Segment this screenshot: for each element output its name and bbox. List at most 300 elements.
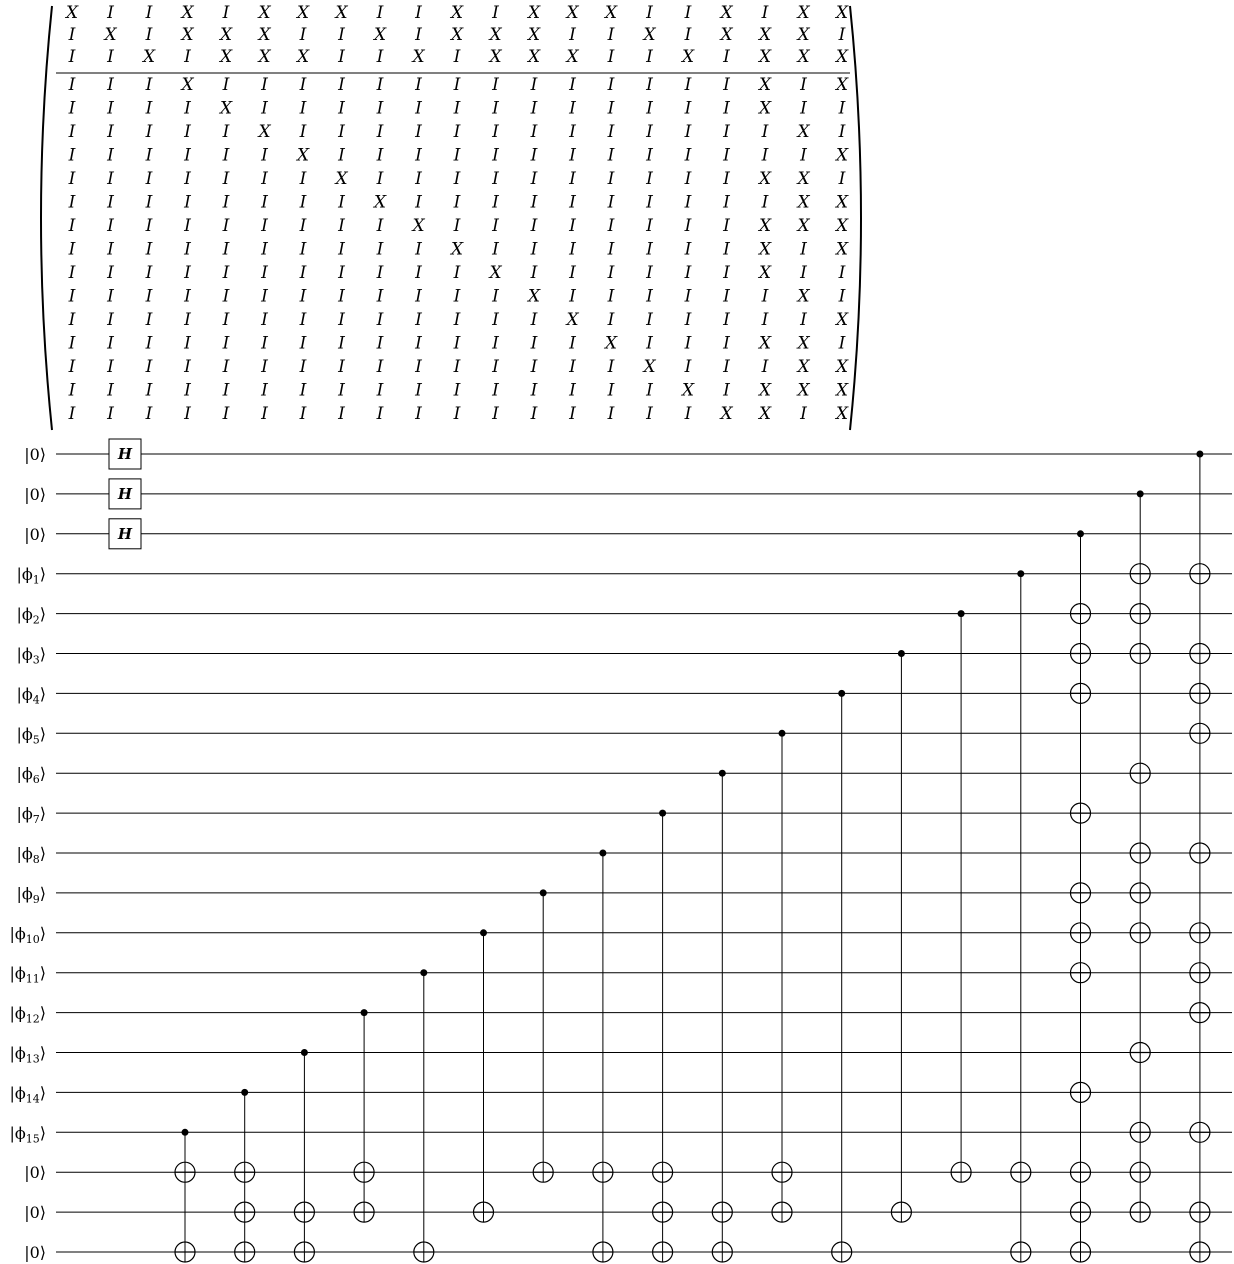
- matrix-cell: I: [646, 192, 653, 213]
- matrix-cell: I: [530, 380, 538, 401]
- matrix-cell: I: [453, 286, 461, 307]
- matrix-cell: I: [838, 286, 846, 307]
- matrix-cell: I: [838, 25, 846, 45]
- matrix-cell: I: [299, 357, 307, 377]
- matrix-cell: I: [261, 192, 268, 213]
- matrix-cell: X: [219, 25, 233, 45]
- matrix-cell: I: [492, 310, 499, 330]
- matrix-cell: X: [720, 3, 733, 23]
- matrix-cell: X: [219, 47, 233, 67]
- matrix-cell: I: [723, 145, 730, 166]
- matrix-cell: I: [107, 192, 114, 213]
- matrix-cell: X: [758, 263, 772, 283]
- matrix-cell: X: [797, 3, 810, 23]
- matrix-cell: I: [607, 47, 615, 67]
- matrix-cell: I: [684, 357, 692, 377]
- matrix-cell: X: [181, 3, 194, 23]
- matrix-cell: I: [338, 47, 345, 67]
- matrix-cell: I: [261, 286, 268, 307]
- wire-label-main: |0⟩: [24, 1243, 46, 1262]
- matrix-cell: I: [222, 3, 230, 23]
- matrix-cell: X: [797, 216, 810, 236]
- matrix-cell: X: [258, 47, 271, 67]
- matrix-cell: I: [222, 357, 230, 377]
- matrix-cell: I: [338, 239, 345, 260]
- matrix-cell: I: [530, 310, 538, 330]
- matrix-cell: X: [835, 380, 849, 401]
- matrix-cell: I: [145, 98, 153, 119]
- matrix-cell: X: [797, 286, 810, 307]
- matrix-cell: I: [376, 75, 384, 95]
- matrix-cell: I: [184, 98, 191, 119]
- matrix-cell: I: [800, 263, 807, 283]
- matrix-cell: I: [492, 239, 499, 260]
- matrix-cell: I: [107, 75, 114, 95]
- matrix-cell: I: [338, 25, 345, 45]
- matrix-cell: I: [607, 169, 615, 189]
- matrix-cell: I: [68, 239, 76, 260]
- matrix-cell: I: [530, 122, 538, 142]
- matrix-cell: I: [145, 263, 153, 283]
- control-dot: [1196, 451, 1203, 458]
- matrix-cell: I: [376, 169, 384, 189]
- matrix-cell: I: [800, 239, 807, 260]
- matrix-cell: I: [569, 98, 576, 119]
- matrix-cell: I: [530, 239, 538, 260]
- wire-label-main: |ϕ: [16, 604, 33, 624]
- wire-label-subscript: 7: [32, 813, 40, 827]
- wire-label-subscript: 6: [32, 773, 40, 787]
- matrix-cell: I: [261, 239, 268, 260]
- matrix-cell: I: [453, 357, 461, 377]
- matrix-cell: I: [376, 333, 384, 354]
- matrix-cell: I: [145, 310, 153, 330]
- wire-label-main: |0⟩: [24, 1163, 46, 1183]
- wire-label-ket-close: ⟩: [39, 684, 46, 704]
- wire-label-subscript: 3: [32, 653, 40, 667]
- matrix-cell: X: [797, 169, 810, 189]
- matrix-cell: I: [107, 333, 114, 354]
- hadamard-gates: [109, 439, 141, 549]
- wire-label-main: |0⟩: [24, 524, 46, 544]
- control-dot: [1017, 570, 1024, 577]
- wire-label-subscript: 8: [32, 853, 40, 866]
- matrix-cell: I: [492, 98, 499, 119]
- matrix-cell: X: [373, 192, 387, 213]
- matrix-cell: I: [338, 286, 345, 307]
- matrix-cell: I: [184, 122, 191, 142]
- matrix-cell: X: [65, 3, 79, 23]
- matrix-cell: I: [261, 216, 268, 236]
- matrix-cell: I: [338, 357, 345, 377]
- matrix-cell: I: [453, 98, 461, 119]
- matrix-cell: I: [453, 75, 461, 95]
- control-dot: [480, 929, 487, 936]
- wire-label-subscript: 15: [25, 1132, 40, 1146]
- matrix-cell: I: [569, 333, 576, 354]
- matrix-cell: I: [145, 169, 153, 189]
- matrix-cell: X: [258, 25, 271, 45]
- matrix-cell: I: [338, 98, 345, 119]
- matrix-cell: I: [145, 357, 153, 377]
- wire-label-subscript: 14: [25, 1092, 40, 1106]
- matrix-cell: I: [492, 122, 499, 142]
- matrix-cell: X: [604, 333, 618, 354]
- hadamard-gate-label: H: [117, 445, 133, 463]
- matrix-cell: X: [142, 47, 156, 67]
- wire-label-main: |ϕ: [16, 644, 33, 664]
- matrix-cell: I: [761, 122, 769, 142]
- cnot-gates: [175, 451, 1210, 1263]
- matrix-cell: I: [376, 216, 384, 236]
- matrix-cell: I: [222, 263, 230, 283]
- matrix-cell: I: [838, 263, 846, 283]
- matrix-cell: X: [797, 357, 810, 377]
- matrix-cell: I: [299, 263, 307, 283]
- wire-label: [16, 764, 46, 786]
- matrix-cell: I: [723, 98, 730, 119]
- matrix-cell: I: [607, 98, 615, 119]
- matrix-cell: X: [758, 404, 772, 424]
- matrix-cell: I: [646, 239, 653, 260]
- matrix-cell: X: [758, 333, 772, 354]
- matrix-cell: I: [184, 216, 191, 236]
- matrix-cell: X: [296, 145, 310, 166]
- matrix-cell: I: [646, 333, 653, 354]
- matrix-cell: X: [489, 47, 502, 67]
- matrix-cell: I: [376, 98, 384, 119]
- wire-label: [16, 565, 46, 587]
- matrix-cell: I: [684, 192, 692, 213]
- matrix-cell: X: [566, 310, 579, 330]
- matrix-cell: X: [758, 25, 772, 45]
- matrix-cell: I: [684, 169, 692, 189]
- matrix-cell: X: [296, 3, 310, 23]
- hadamard-gate-label: H: [117, 484, 133, 503]
- matrix-cell: X: [412, 216, 425, 236]
- wire-label-main: |0⟩: [24, 445, 46, 464]
- wire-label: [16, 884, 46, 906]
- wire-label: [9, 1123, 46, 1145]
- matrix-cell: I: [68, 145, 76, 166]
- wire-label-subscript: 5: [32, 733, 40, 747]
- wire-label-ket-close: ⟩: [39, 604, 46, 624]
- control-dot: [241, 1089, 248, 1096]
- matrix-cell: I: [145, 380, 153, 401]
- matrix-cell: X: [181, 25, 194, 45]
- matrix-cell: X: [566, 47, 579, 67]
- matrix-cell: I: [261, 98, 268, 119]
- wire-label-subscript: 1: [32, 573, 40, 587]
- wire-label-main: |ϕ: [9, 923, 26, 943]
- matrix-cell: I: [453, 145, 461, 166]
- wire-label-ket-close: ⟩: [39, 1123, 46, 1143]
- matrix-cell: I: [261, 310, 268, 330]
- matrix-cell: I: [68, 47, 76, 67]
- hadamard-gate-label: H: [117, 524, 133, 543]
- wire-label-main: |ϕ: [9, 1123, 26, 1143]
- matrix-cell: X: [758, 75, 772, 95]
- matrix-cell: I: [492, 404, 499, 424]
- wire-label: [16, 684, 46, 706]
- matrix-cell: X: [681, 47, 695, 67]
- matrix-cell: I: [723, 286, 730, 307]
- matrix-cell: I: [68, 404, 76, 424]
- matrix-cell: I: [299, 25, 307, 45]
- matrix-cell: I: [299, 192, 307, 213]
- matrix-cell: I: [415, 380, 422, 401]
- matrix-cell: I: [184, 333, 191, 354]
- matrix-cell: I: [530, 357, 538, 377]
- matrix-cell: I: [838, 169, 846, 189]
- matrix-cell: I: [530, 145, 538, 166]
- matrix-cell: I: [453, 310, 461, 330]
- matrix-cell: X: [835, 357, 849, 377]
- matrix-cell: I: [299, 380, 307, 401]
- wire-label: [9, 1083, 46, 1105]
- matrix-cell: I: [107, 98, 114, 119]
- matrix-cell: I: [415, 169, 422, 189]
- matrix-cell: I: [338, 310, 345, 330]
- matrix-cell: I: [338, 263, 345, 283]
- matrix-cell: I: [376, 239, 384, 260]
- matrix-cell: X: [758, 98, 772, 119]
- matrix-cell: I: [68, 75, 76, 95]
- matrix-cell: X: [566, 3, 579, 23]
- matrix-cell: X: [258, 122, 271, 142]
- matrix-cell: I: [530, 192, 538, 213]
- matrix-cell: X: [104, 25, 117, 45]
- matrix-cell: I: [723, 122, 730, 142]
- wire-label: [24, 1163, 46, 1182]
- matrix-cell: X: [797, 25, 810, 45]
- matrix-cell: I: [723, 239, 730, 260]
- wire-label-main: |ϕ: [16, 724, 33, 744]
- matrix-cell: I: [261, 75, 268, 95]
- matrix-cell: I: [145, 333, 153, 354]
- matrix-cell: I: [723, 192, 730, 213]
- matrix-cell: I: [415, 145, 422, 166]
- matrix-cell: I: [184, 380, 191, 401]
- control-dot: [838, 690, 845, 697]
- matrix-cell: I: [338, 122, 345, 142]
- matrix-cell: I: [261, 380, 268, 401]
- wire-label-ket-close: ⟩: [39, 1083, 46, 1103]
- matrix-cell: X: [835, 310, 849, 330]
- matrix-cell: I: [299, 333, 307, 354]
- matrix-cell: I: [646, 47, 653, 67]
- matrix-cell: X: [720, 25, 733, 45]
- wire-label-main: |0⟩: [24, 484, 46, 504]
- matrix-cell: I: [376, 145, 384, 166]
- matrix-cell: I: [184, 404, 191, 424]
- matrix-cell: I: [68, 169, 76, 189]
- wire-label-subscript: 4: [32, 693, 40, 707]
- matrix-cell: I: [184, 263, 191, 283]
- matrix-cell: X: [797, 47, 810, 67]
- matrix-cell: I: [68, 216, 76, 236]
- matrix-cell: I: [299, 239, 307, 260]
- matrix-cell: I: [184, 239, 191, 260]
- matrix-cell: I: [646, 263, 653, 283]
- matrix-cell: I: [684, 145, 692, 166]
- control-dot: [599, 850, 606, 857]
- control-dot: [361, 1009, 368, 1016]
- matrix-cell: X: [335, 3, 348, 23]
- matrix-cell: I: [453, 380, 461, 401]
- matrix-cell: I: [145, 145, 153, 166]
- wire-label-main: |ϕ: [16, 684, 33, 704]
- matrix-cells: [64, 3, 849, 424]
- matrix-cell: I: [530, 75, 538, 95]
- matrix-cell: X: [720, 404, 733, 424]
- matrix-cell: I: [684, 216, 692, 236]
- matrix-cell: I: [222, 239, 230, 260]
- matrix-cell: X: [373, 25, 387, 45]
- matrix-cell: I: [107, 286, 114, 307]
- matrix-cell: I: [68, 357, 76, 377]
- matrix-cell: I: [376, 310, 384, 330]
- matrix-cell: I: [107, 145, 114, 166]
- matrix-cell: X: [450, 239, 464, 260]
- matrix-cell: I: [184, 310, 191, 330]
- matrix-cell: I: [607, 122, 615, 142]
- matrix-cell: X: [450, 3, 464, 23]
- matrix-cell: I: [530, 98, 538, 119]
- wire-label: [24, 525, 46, 544]
- matrix-cell: I: [261, 169, 268, 189]
- matrix-cell: I: [68, 333, 76, 354]
- matrix-cell: I: [222, 145, 230, 166]
- matrix-cell: I: [376, 357, 384, 377]
- matrix-cell: I: [684, 3, 692, 23]
- wire-label-subscript: 13: [25, 1052, 40, 1066]
- wire-label: [9, 1004, 46, 1026]
- matrix-cell: I: [299, 98, 307, 119]
- wire-label-ket-close: ⟩: [39, 724, 46, 744]
- matrix-cell: X: [835, 47, 849, 67]
- matrix-cell: I: [453, 333, 461, 354]
- matrix-cell: I: [415, 263, 422, 283]
- matrix-cell: I: [184, 286, 191, 307]
- matrix-cell: I: [338, 216, 345, 236]
- matrix-cell: I: [492, 75, 499, 95]
- matrix-cell: I: [838, 98, 846, 119]
- matrix-cell: I: [453, 122, 461, 142]
- matrix-cell: X: [258, 3, 271, 23]
- matrix-cell: I: [415, 75, 422, 95]
- wire-label-ket-close: ⟩: [39, 963, 46, 983]
- wire-label-ket-close: ⟩: [39, 1003, 46, 1023]
- matrix-cell: I: [646, 286, 653, 307]
- wire-label: [16, 605, 46, 627]
- wire-label-main: |ϕ: [9, 1003, 26, 1023]
- matrix-cell: I: [761, 357, 769, 377]
- matrix-cell: I: [261, 333, 268, 354]
- matrix-cell: I: [800, 404, 807, 424]
- matrix-cell: I: [530, 169, 538, 189]
- matrix-cell: I: [723, 357, 730, 377]
- matrix-cell: I: [145, 192, 153, 213]
- matrix-cell: I: [569, 357, 576, 377]
- matrix-cell: I: [607, 192, 615, 213]
- matrix-cell: I: [838, 333, 846, 354]
- wire-label: [16, 844, 46, 866]
- wire-label-ket-close: ⟩: [39, 764, 46, 784]
- matrix-right-paren: [850, 6, 861, 430]
- matrix-cell: I: [492, 169, 499, 189]
- matrix-cell: I: [684, 333, 692, 354]
- control-dot: [301, 1049, 308, 1056]
- matrix-cell: I: [261, 145, 268, 166]
- matrix-cell: I: [338, 333, 345, 354]
- matrix-cell: I: [646, 310, 653, 330]
- matrix-cell: I: [800, 310, 807, 330]
- matrix-cell: X: [835, 192, 849, 213]
- matrix-cell: I: [723, 75, 730, 95]
- matrix-cell: I: [222, 286, 230, 307]
- matrix-cell: I: [646, 122, 653, 142]
- matrix-cell: I: [492, 3, 499, 23]
- matrix-cell: I: [684, 98, 692, 119]
- matrix-cell: I: [184, 169, 191, 189]
- matrix-cell: I: [107, 310, 114, 330]
- matrix-cell: I: [607, 239, 615, 260]
- matrix-cell: I: [145, 25, 153, 45]
- matrix-cell: I: [68, 310, 76, 330]
- matrix-cell: I: [107, 239, 114, 260]
- matrix-cell: I: [530, 333, 538, 354]
- circuit-wires: [9, 445, 1232, 1262]
- matrix-cell: I: [145, 404, 153, 424]
- matrix-cell: I: [453, 169, 461, 189]
- matrix-cell: I: [415, 310, 422, 330]
- wire-label-main: |ϕ: [16, 804, 33, 824]
- matrix-cell: I: [107, 3, 114, 23]
- matrix-cell: I: [569, 169, 576, 189]
- matrix-cell: X: [489, 263, 502, 283]
- matrix-cell: I: [684, 310, 692, 330]
- matrix-cell: I: [646, 75, 653, 95]
- matrix-cell: I: [607, 380, 615, 401]
- matrix-cell: I: [338, 75, 345, 95]
- matrix-cell: I: [800, 145, 807, 166]
- wire-label-main: |ϕ: [16, 844, 33, 863]
- matrix-cell: I: [415, 286, 422, 307]
- matrix-cell: I: [107, 47, 114, 67]
- matrix-cell: I: [492, 216, 499, 236]
- matrix-cell: I: [145, 239, 153, 260]
- matrix-cell: I: [684, 25, 692, 45]
- matrix-cell: I: [68, 263, 76, 283]
- matrix-cell: I: [415, 357, 422, 377]
- matrix-cell: I: [492, 333, 499, 354]
- matrix-cell: I: [338, 145, 345, 166]
- matrix-cell: I: [376, 286, 384, 307]
- control-dot: [540, 889, 547, 896]
- matrix-cell: I: [684, 239, 692, 260]
- matrix-cell: X: [219, 98, 233, 119]
- matrix-cell: I: [723, 380, 730, 401]
- matrix-cell: X: [758, 380, 772, 401]
- wire-label-main: |ϕ: [9, 1083, 26, 1103]
- matrix-cell: I: [376, 404, 384, 424]
- matrix-cell: I: [376, 3, 384, 23]
- matrix-cell: I: [415, 239, 422, 260]
- matrix-cell: I: [415, 98, 422, 119]
- matrix-cell: X: [604, 3, 618, 23]
- matrix-cell: I: [107, 380, 114, 401]
